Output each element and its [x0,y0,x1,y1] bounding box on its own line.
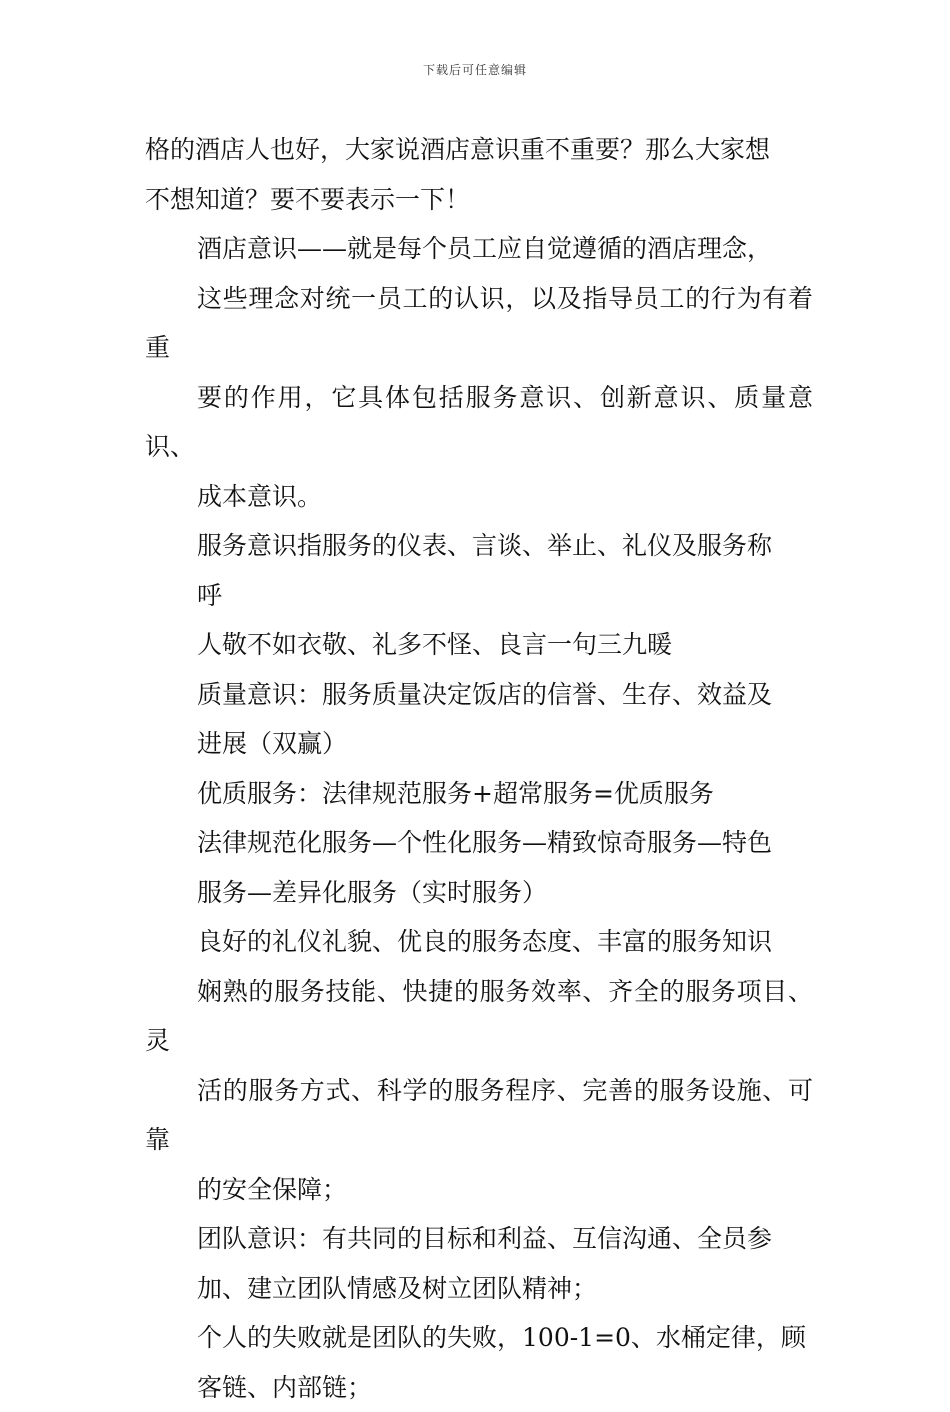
paragraph-service-levels [145,818,813,917]
text-line: 法律规范化服务—个性化服务—精致惊奇服务—特色 [145,818,813,868]
text-line: 不想知道？要不要表示一下！ [145,175,813,225]
text-line: 酒店意识——就是每个员工应自觉遵循的酒店理念， [145,224,813,274]
text-line: 优质服务：法律规范服务+超常服务=优质服务 [145,769,813,819]
text-line: 质量意识：服务质量决定饭店的信誉、生存、效益及 [145,670,813,720]
document-body [145,125,813,1412]
paragraph-service-awareness [145,521,813,620]
text-line: 客链、内部链； [145,1363,813,1412]
paragraph-proverb [145,620,813,670]
text-line: 的安全保障； [145,1165,813,1215]
paragraph-quality-awareness [145,670,813,769]
paragraph-service-elements [145,917,813,1214]
text-line: 良好的礼仪礼貌、优良的服务态度、丰富的服务知识 [145,917,813,967]
text-line: 个人的失败就是团队的失败，100-1=0、水桶定律，顾 [145,1313,813,1363]
paragraph-team-awareness [145,1214,813,1313]
text-line: 服务意识指服务的仪表、言谈、举止、礼仪及服务称 [145,521,813,571]
page-header-note: 下载后可任意编辑 [0,62,950,78]
text-line: 娴熟的服务技能、快捷的服务效率、齐全的服务项目、灵 [145,967,813,1066]
text-line: 服务—差异化服务（实时服务） [145,868,813,918]
text-line: 进展（双赢） [145,719,813,769]
paragraph-team-failure [145,1313,813,1412]
text-line: 人敬不如衣敬、礼多不怪、良言一句三九暖 [145,620,813,670]
text-line: 成本意识。 [145,472,813,522]
text-line: 呼 [145,571,813,621]
paragraph-1 [145,125,813,224]
paragraph-quality-service [145,769,813,819]
text-line: 这些理念对统一员工的认识，以及指导员工的行为有着重 [145,274,813,373]
text-line: 加、建立团队情感及树立团队精神； [145,1264,813,1314]
text-line: 要的作用，它具体包括服务意识、创新意识、质量意识、 [145,373,813,472]
paragraph-hotel-awareness [145,224,813,521]
text-line: 格的酒店人也好，大家说酒店意识重不重要？那么大家想 [145,125,813,175]
text-line: 团队意识：有共同的目标和利益、互信沟通、全员参 [145,1214,813,1264]
text-line: 活的服务方式、科学的服务程序、完善的服务设施、可靠 [145,1066,813,1165]
